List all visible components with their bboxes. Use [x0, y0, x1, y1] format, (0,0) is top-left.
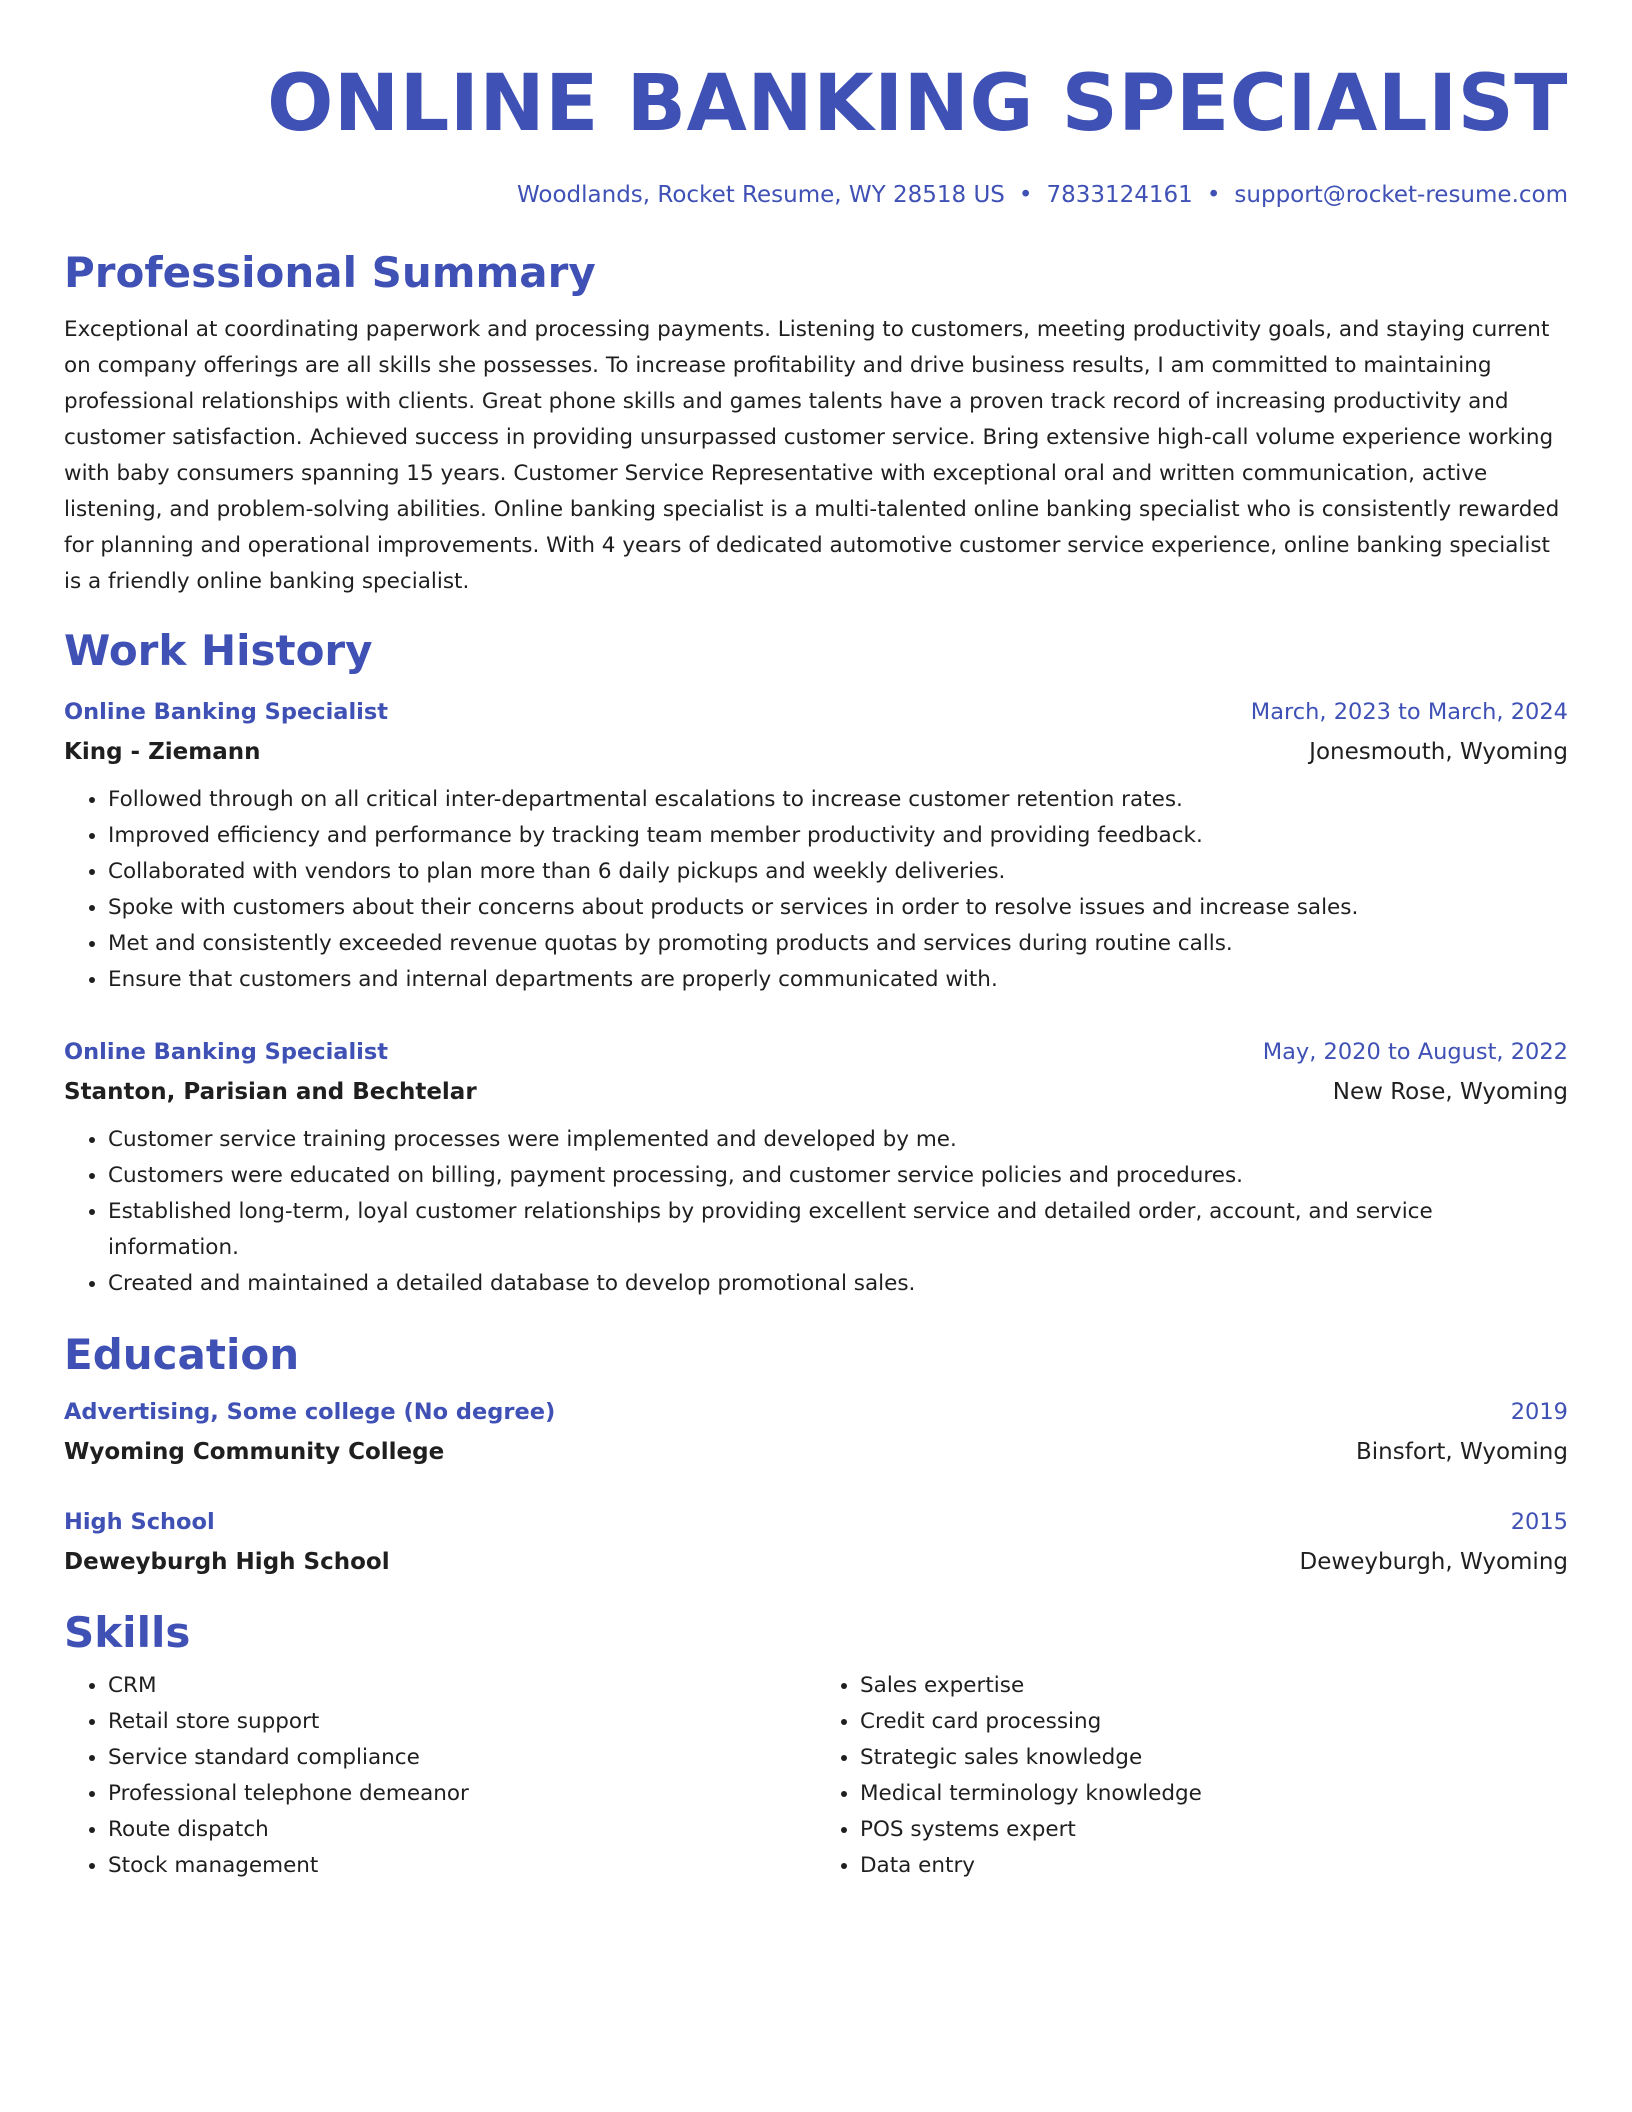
contact-separator: •: [1206, 182, 1221, 208]
summary-text: Exceptional at coordinating paperwork and processing payments. Listening to customers, meeting productivity goals, and staying current on company offerings are all skills she possesses. To increase profitability and drive business results, I am committed to maintaining professional relationships with clients. Great phone skills and games talents have a proven track record of increasing productivity and customer satisfaction. Achieved success in providing unsurpassed customer service. Bring extensive high-call volume experience working with baby consumers spanning 15 years. Customer Service Representative with exceptional oral and written communication, active listening, and problem-solving abilities. Online banking specialist is a multi-talented online banking specialist who is consistently rewarded for planning and operational improvements. With 4 years of dedicated automotive customer service experience, online banking specialist is a friendly online banking specialist.: [64, 317, 1560, 594]
skill-item: • Credit card processing: [860, 1704, 1568, 1740]
job-bullet: • Met and consistently exceeded revenue quotas by promoting products and services during routine calls.: [108, 926, 1568, 962]
candidate-title: ONLINE BANKING SPECIALIST: [267, 59, 1568, 149]
skills-column-right: [816, 1668, 1568, 1884]
job-bullet: • Followed through on all critical inter-departmental escalations to increase customer retention rates.: [108, 782, 1568, 818]
job-dates: March, 2023 to March, 2024: [1250, 699, 1568, 725]
skills-column-left: [64, 1668, 816, 1884]
skills-list: [816, 1668, 1568, 1884]
education-school: Wyoming Community College: [64, 1439, 445, 1465]
education-school-row: [64, 1542, 1568, 1582]
education-section: [64, 1330, 1568, 1582]
job-dates: May, 2020 to August, 2022: [1262, 1039, 1568, 1065]
summary-section: [64, 248, 1568, 600]
education-entry: [64, 1392, 1568, 1472]
job-employer-row: [64, 1072, 1568, 1112]
skills-section: [64, 1608, 1568, 1884]
skill-item: • Retail store support: [108, 1704, 816, 1740]
education-location: Binsfort, Wyoming: [1356, 1439, 1568, 1465]
education-year: 2015: [1510, 1509, 1568, 1535]
job-header-row: [64, 692, 1568, 732]
job-employer: King - Ziemann: [64, 739, 261, 765]
work-history-section: [64, 626, 1568, 1302]
job-bullets: [64, 782, 1568, 998]
skill-item: • Medical terminology knowledge: [860, 1776, 1568, 1812]
job-employer-row: [64, 732, 1568, 772]
section-title-summary: Professional Summary: [64, 248, 596, 297]
education-header-row: [64, 1392, 1568, 1432]
education-school-row: [64, 1432, 1568, 1472]
education-school: Deweyburgh High School: [64, 1549, 390, 1575]
skill-item: • Stock management: [108, 1848, 816, 1884]
skill-item: • Route dispatch: [108, 1812, 816, 1848]
job-bullets: [64, 1122, 1568, 1302]
education-location: Deweyburgh, Wyoming: [1299, 1549, 1568, 1575]
job-title: Online Banking Specialist: [64, 1039, 389, 1065]
contact-separator: •: [1018, 182, 1033, 208]
job-entry: [64, 692, 1568, 998]
job-location: Jonesmouth, Wyoming: [1309, 739, 1568, 765]
skill-item: • Service standard compliance: [108, 1740, 816, 1776]
resume-header: [64, 56, 1568, 210]
job-location: New Rose, Wyoming: [1332, 1079, 1568, 1105]
contact-line: [64, 180, 1568, 210]
education-degree: Advertising, Some college (No degree): [64, 1399, 556, 1425]
job-bullet: • Spoke with customers about their concerns about products or services in order to resolve issues and increase sales.: [108, 890, 1568, 926]
skill-item: • CRM: [108, 1668, 816, 1704]
skill-item: • Sales expertise: [860, 1668, 1568, 1704]
education-header-row: [64, 1502, 1568, 1542]
job-employer: Stanton, Parisian and Bechtelar: [64, 1079, 477, 1105]
job-bullet: • Customer service training processes were implemented and developed by me.: [108, 1122, 1568, 1158]
education-entry: [64, 1502, 1568, 1582]
skill-item: • Data entry: [860, 1848, 1568, 1884]
job-bullet: • Established long-term, loyal customer relationships by providing excellent service and detailed order, account, and service information.: [108, 1194, 1568, 1266]
job-header-row: [64, 1032, 1568, 1072]
skill-item: • Strategic sales knowledge: [860, 1740, 1568, 1776]
section-title-education: Education: [64, 1330, 300, 1379]
contact-address: Woodlands, Rocket Resume, WY 28518 US: [517, 182, 1005, 208]
skills-list: [64, 1668, 816, 1884]
job-title: Online Banking Specialist: [64, 699, 389, 725]
job-bullet: • Created and maintained a detailed database to develop promotional sales.: [108, 1266, 1568, 1302]
education-degree: High School: [64, 1509, 215, 1535]
job-bullet: • Ensure that customers and internal departments are properly communicated with.: [108, 962, 1568, 998]
job-bullet: • Customers were educated on billing, payment processing, and customer service policies and procedures.: [108, 1158, 1568, 1194]
section-title-skills: Skills: [64, 1608, 191, 1657]
skills-grid: [64, 1668, 1568, 1884]
contact-email: support@rocket-resume.com: [1234, 182, 1568, 208]
skill-item: • Professional telephone demeanor: [108, 1776, 816, 1812]
skill-item: • POS systems expert: [860, 1812, 1568, 1848]
section-title-work-history: Work History: [64, 626, 373, 675]
job-bullet: • Collaborated with vendors to plan more than 6 daily pickups and weekly deliveries.: [108, 854, 1568, 890]
contact-phone: 7833124161: [1046, 182, 1193, 208]
job-entry: [64, 1032, 1568, 1302]
education-year: 2019: [1510, 1399, 1568, 1425]
job-bullet: • Improved efficiency and performance by tracking team member productivity and providing feedback.: [108, 818, 1568, 854]
